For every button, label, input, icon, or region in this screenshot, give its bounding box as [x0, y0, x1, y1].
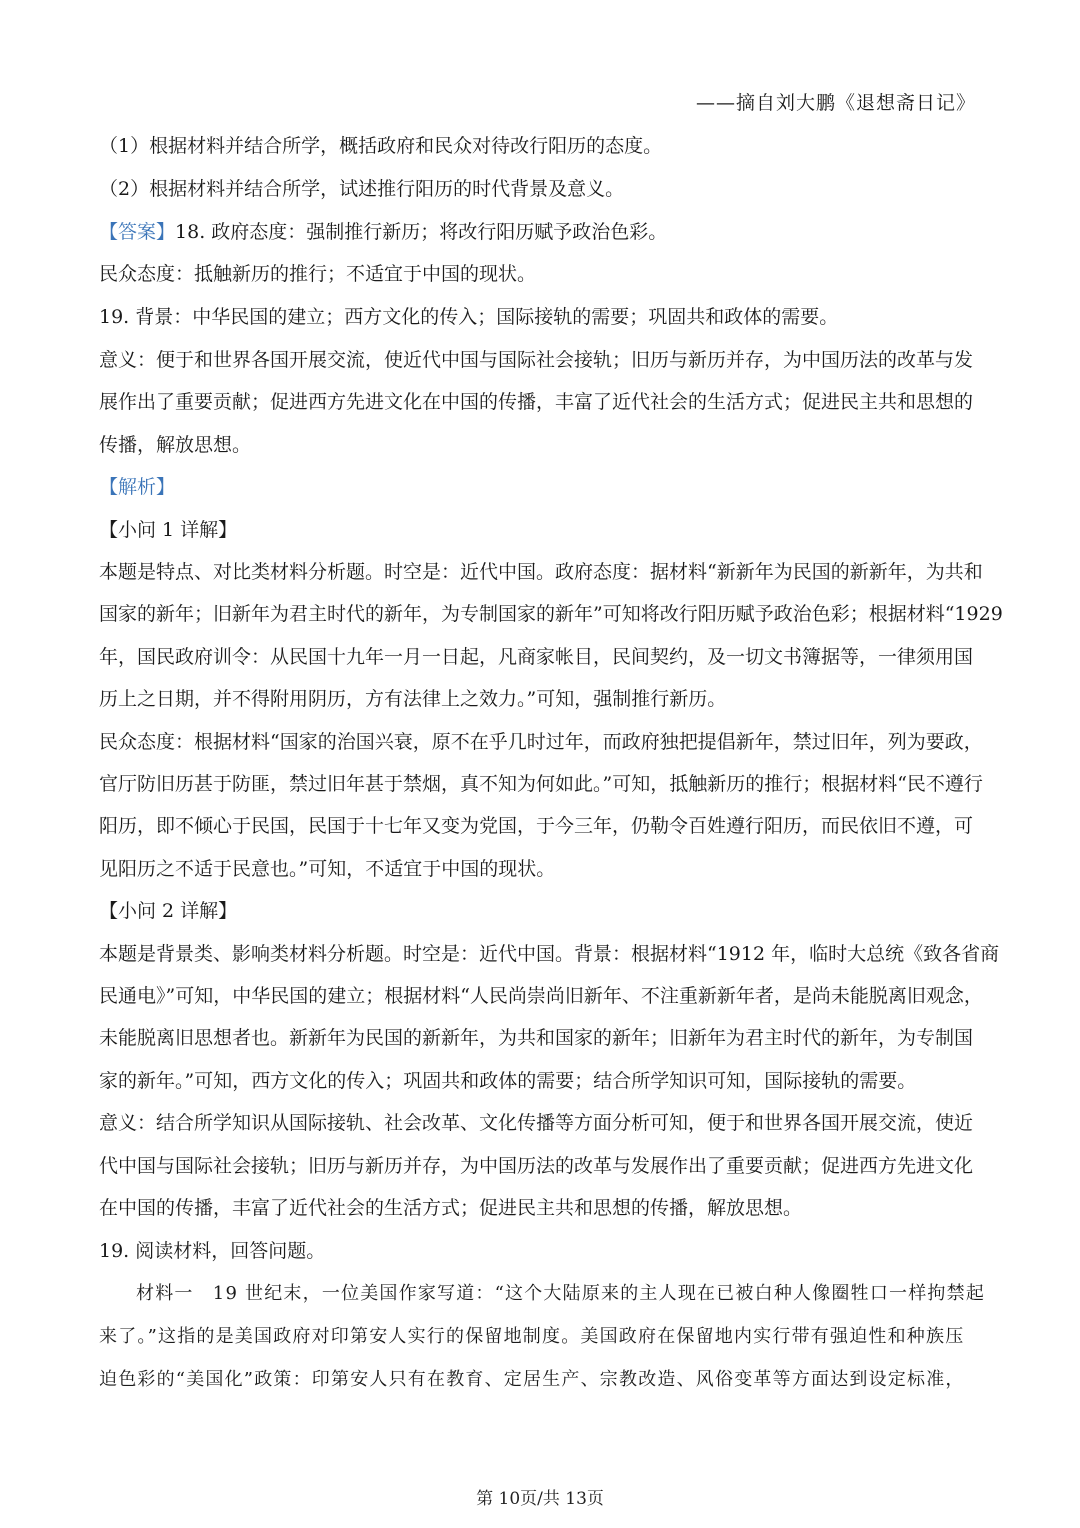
sub2-line-4: 家的新年。”可知，西方文化的传入；巩固共和政体的需要；结合所学知识可知，国际接轨的需要。 — [99, 1070, 917, 1092]
sub1-line-5: 民众态度：根据材料“国家的治国兴衰，原不在乎几时过年，而政府独把提倡新年，禁过旧年，列为要政， — [99, 731, 983, 753]
page-number-footer: 第 10页/共 13页 — [476, 1489, 604, 1509]
question-1: （1）根据材料并结合所学，概括政府和民众对待改行阳历的态度。 — [99, 135, 663, 157]
answer-line-4: 意义：便于和世界各国开展交流，使近代中国与国际社会接轨；旧历与新历并存，为中国历法的改革与发 — [99, 349, 974, 371]
sub1-line-1: 本题是特点、对比类材料分析题。时空是：近代中国。政府态度：据材料“新新年为民国的新新年，为共和 — [99, 561, 983, 583]
material-line-1: 材料一 19 世纪末，一位美国作家写道：“这个大陆原来的主人现在已被白种人像圈牲口一样拘禁起 — [136, 1283, 986, 1304]
sub1-line-7: 阳历，即不倾心于民国，民国于十七年又变为党国，于今三年，仍勒令百姓遵行阳历，而民依旧不遵，可 — [99, 815, 974, 837]
sub1-line-2: 国家的新年；旧新年为君主时代的新年，为专制国家的新年”可知将改行阳历赋予政治色彩；根据材料“1929 — [99, 603, 1003, 625]
answer-line-1 — [99, 219, 985, 245]
answer-line-2: 民众态度：抵触新历的推行；不适宜于中国的现状。 — [99, 263, 537, 285]
material-line-3: 迫色彩的“美国化”政策：印第安人只有在教育、定居生产、宗教改造、风俗变革等方面达到设定标准， — [99, 1369, 965, 1390]
answer-line-3: 19. 背景：中华民国的建立；西方文化的传入；国际接轨的需要；巩固共和政体的需要。 — [99, 306, 839, 328]
answer-tag: 【答案】 — [99, 221, 176, 243]
answer-line-6: 传播，解放思想。 — [99, 434, 252, 456]
sub2-line-6: 代中国与国际社会接轨；旧历与新历并存，为中国历法的改革与发展作出了重要贡献；促进西方先进文化 — [99, 1155, 974, 1177]
question-19-heading: 19. 阅读材料，回答问题。 — [99, 1240, 326, 1262]
question-2: （2）根据材料并结合所学，试述推行阳历的时代背景及意义。 — [99, 178, 625, 200]
sub1-line-3: 年，国民政府训令：从民国十九年一月一日起，凡商家帐目，民间契约，及一切文书簿据等，一律须用国 — [99, 646, 974, 668]
source-citation: ——摘自刘大鹏《退想斋日记》 — [695, 92, 976, 114]
sub2-heading: 【小问 2 详解】 — [99, 900, 238, 922]
answer-line-5: 展作出了重要贡献；促进西方先进文化在中国的传播，丰富了近代社会的生活方式；促进民主共和思想的 — [99, 391, 974, 413]
sub2-line-1: 本题是背景类、影响类材料分析题。时空是：近代中国。背景：根据材料“1912 年，临时大总统《致各省商 — [99, 943, 1000, 965]
sub2-line-7: 在中国的传播，丰富了近代社会的生活方式；促进民主共和思想的传播，解放思想。 — [99, 1197, 803, 1219]
material-line-2: 来了。”这指的是美国政府对印第安人实行的保留地制度。美国政府在保留地内实行带有强迫性和种族压 — [99, 1326, 965, 1347]
sub2-line-3: 未能脱离旧思想者也。新新年为民国的新新年，为共和国家的新年；旧新年为君主时代的新年，为专制国 — [99, 1027, 974, 1049]
answer-text: 18. 政府态度：强制推行新历；将改行阳历赋予政治色彩。 — [175, 221, 668, 243]
sub2-line-2: 民通电》”可知，中华民国的建立；根据材料“人民尚崇尚旧新年、不注重新新年者，是尚未能脱离旧观念， — [99, 985, 983, 1007]
sub2-line-5: 意义：结合所学知识从国际接轨、社会改革、文化传播等方面分析可知，便于和世界各国开展交流，使近 — [99, 1112, 974, 1134]
sub1-line-4: 历上之日期，并不得附用阴历，方有法律上之效力。”可知，强制推行新历。 — [99, 688, 727, 710]
analysis-tag: 【解析】 — [99, 476, 176, 498]
sub1-line-8: 见阳历之不适于民意也。”可知，不适宜于中国的现状。 — [99, 858, 556, 880]
sub1-heading: 【小问 1 详解】 — [99, 519, 238, 541]
sub1-line-6: 官厅防旧历甚于防匪，禁过旧年甚于禁烟，真不知为何如此。”可知，抵触新历的推行；根据材料“民不遵行 — [99, 773, 983, 795]
